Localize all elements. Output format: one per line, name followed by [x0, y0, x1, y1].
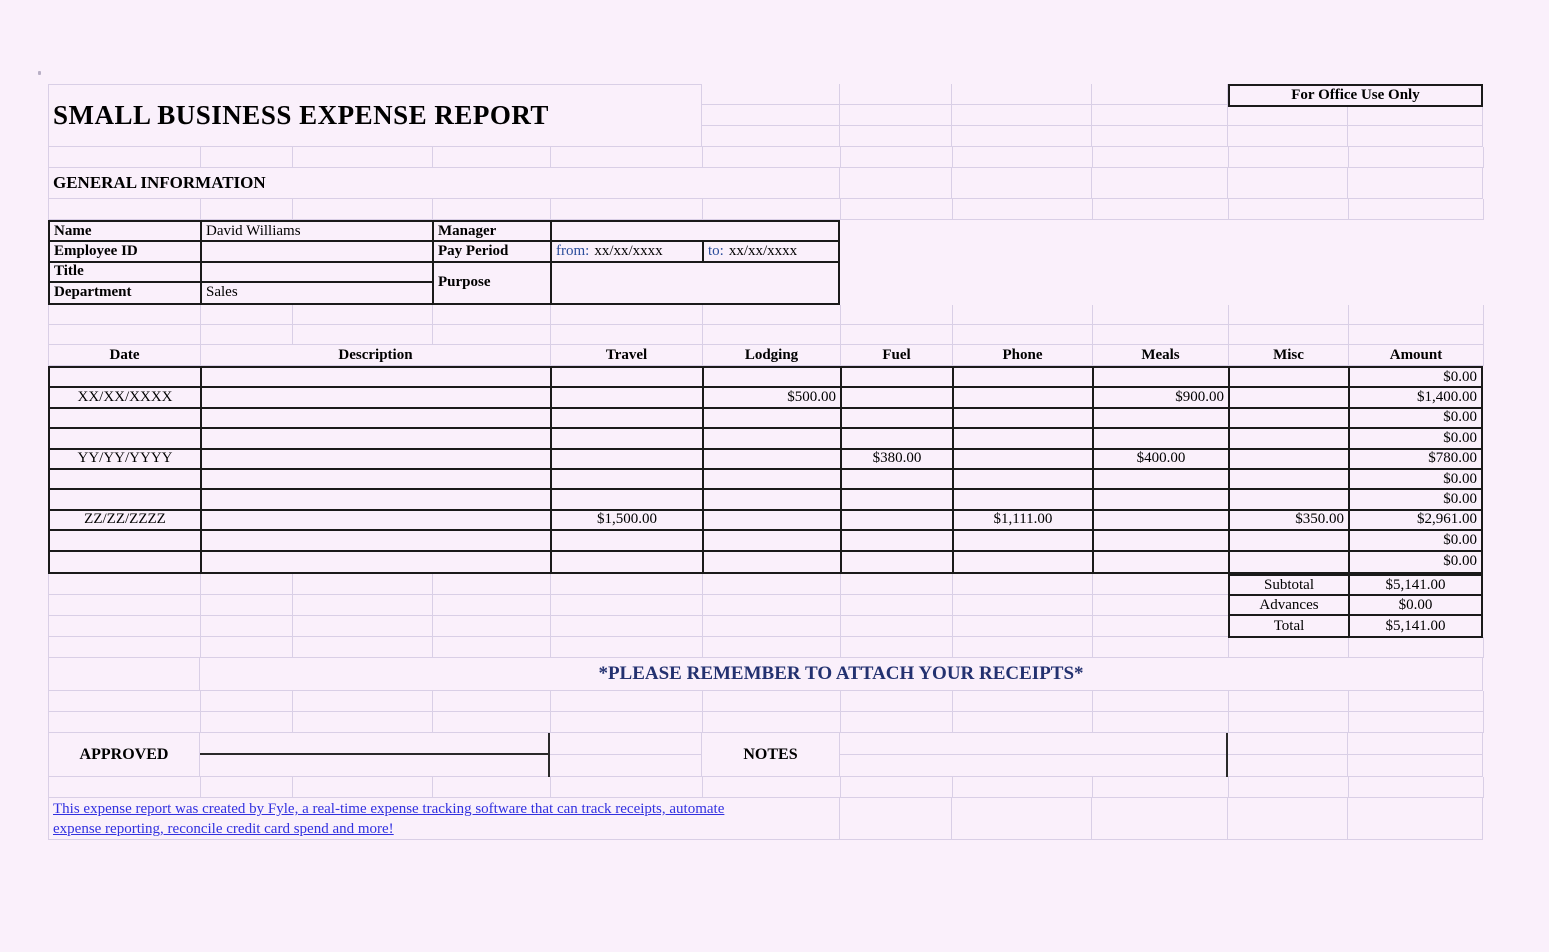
grid-cell [201, 691, 293, 712]
grid-cell [201, 712, 293, 733]
grid-cell [952, 105, 1092, 126]
grid-cell [703, 305, 841, 325]
grid-cell [551, 777, 703, 798]
grid-cell [49, 199, 201, 220]
expense-cell[interactable] [842, 511, 954, 531]
grid-cell [433, 777, 551, 798]
grid-cell [703, 147, 841, 168]
expense-cell[interactable] [1230, 490, 1350, 510]
expense-cell[interactable] [954, 531, 1094, 551]
grid-cell [551, 325, 703, 345]
expense-cell[interactable] [1230, 388, 1350, 408]
grid-cell [1349, 691, 1484, 712]
purpose-value-cell[interactable] [552, 263, 838, 304]
footer-link-line-2: expense reporting, reconcile credit card spend and more! [53, 820, 394, 837]
grid-cell [293, 691, 433, 712]
grid-cell [201, 305, 293, 325]
name-value-cell[interactable]: David Williams [202, 222, 434, 242]
grid-cell [1093, 574, 1229, 595]
employee-id-value-cell[interactable] [202, 242, 434, 262]
expense-cell[interactable] [202, 409, 552, 429]
expense-cell[interactable]: XX/XX/XXXX [50, 388, 202, 408]
grid-cell [841, 147, 953, 168]
expense-cell[interactable] [954, 368, 1094, 388]
expense-cell[interactable] [842, 368, 954, 388]
expense-cell[interactable]: $0.00 [1443, 553, 1477, 570]
grid-cell [1348, 168, 1483, 199]
grid-cell [952, 126, 1092, 147]
page-title: SMALL BUSINESS EXPENSE REPORT [48, 84, 702, 147]
col-header-phone: Phone [953, 345, 1093, 366]
grid-cell [551, 712, 703, 733]
grid-cell [293, 616, 433, 637]
grid-cell [703, 199, 841, 220]
grid-cell [702, 105, 840, 126]
footer-link[interactable] [48, 798, 840, 840]
footer-link-line-1: This expense report was created by Fyle, a real-time expense tracking software that can track receipts, automate [53, 801, 725, 817]
expense-cell[interactable] [954, 490, 1094, 510]
pay-period-to-cell[interactable] [704, 242, 838, 262]
grid-cell [953, 147, 1093, 168]
expense-cell[interactable]: ZZ/ZZ/ZZZZ [50, 511, 202, 531]
expense-cell[interactable] [954, 409, 1094, 429]
grid-cell [841, 199, 953, 220]
grid-cell [293, 147, 433, 168]
expense-cell[interactable] [704, 450, 842, 470]
col-header-description: Description [201, 345, 551, 366]
grid-cell [433, 712, 551, 733]
grid-cell [1228, 798, 1348, 840]
expense-cell[interactable] [202, 552, 552, 572]
grid-cell [841, 305, 953, 325]
grid-cell [551, 574, 703, 595]
total-value[interactable]: $5,141.00 [1385, 617, 1446, 634]
grid-cell [201, 574, 293, 595]
grid-cell [551, 305, 703, 325]
expense-cell[interactable] [1094, 368, 1230, 388]
grid-cell [433, 305, 551, 325]
pay-period-from-prefix: from: [556, 242, 590, 259]
expense-table [48, 366, 1483, 574]
expense-cell[interactable] [50, 409, 202, 429]
grid-cell [293, 199, 433, 220]
expense-cell[interactable] [1230, 450, 1350, 470]
grid-cell [1228, 107, 1348, 126]
grid-cell [433, 574, 551, 595]
grid-cell [1229, 777, 1349, 798]
expense-cell[interactable] [704, 409, 842, 429]
expense-cell[interactable]: $780.00 [1350, 450, 1481, 470]
grid-cell [293, 595, 433, 616]
grid-cell [841, 574, 953, 595]
grid-cell [201, 637, 293, 658]
totals-block [1228, 574, 1483, 638]
expense-cell[interactable]: $500.00 [704, 388, 842, 408]
expense-cell[interactable] [552, 450, 704, 470]
grid-cell [49, 595, 201, 616]
col-header-misc: Misc [1229, 345, 1349, 366]
grid-cell [293, 574, 433, 595]
grid-cell [293, 325, 433, 345]
expense-cell[interactable] [842, 409, 954, 429]
expense-cell[interactable] [202, 511, 552, 531]
expense-cell[interactable]: $380.00 [842, 450, 954, 470]
expense-cell[interactable] [1230, 531, 1350, 551]
grid-cell [1349, 712, 1484, 733]
grid-cell [841, 595, 953, 616]
grid-cell [550, 733, 702, 755]
expense-cell[interactable]: $0.00 [1350, 470, 1481, 490]
pay-period-to-prefix: to: [708, 242, 724, 259]
grid-cell [841, 325, 953, 345]
grid-cell [201, 595, 293, 616]
grid-cell [433, 637, 551, 658]
expense-cell[interactable]: $350.00 [1230, 511, 1350, 531]
expense-header-row [48, 345, 1484, 366]
pay-period-label: Pay Period [434, 242, 552, 262]
grid-cell [1093, 147, 1229, 168]
expense-cell[interactable] [552, 368, 704, 388]
department-value-cell[interactable]: Sales [202, 283, 434, 303]
grid-cell [1229, 637, 1349, 658]
expense-cell[interactable] [50, 429, 202, 449]
expense-cell[interactable]: $2,961.00 [1350, 511, 1481, 531]
expense-cell[interactable] [552, 470, 704, 490]
expense-cell[interactable] [1094, 409, 1230, 429]
grid-cell [840, 84, 952, 105]
grid-cell [201, 777, 293, 798]
expense-cell[interactable] [202, 368, 552, 388]
grid-cell [841, 637, 953, 658]
grid-cell [1229, 305, 1349, 325]
expense-cell[interactable] [954, 470, 1094, 490]
grid-cell [703, 595, 841, 616]
expense-cell[interactable] [1230, 429, 1350, 449]
grid-cell [49, 777, 201, 798]
total-label: Total [1230, 616, 1350, 636]
pay-period-from-value: xx/xx/xxxx [594, 242, 663, 259]
grid-cell [550, 755, 702, 777]
expense-cell[interactable] [1094, 429, 1230, 449]
expense-cell[interactable]: $1,500.00 [552, 511, 704, 531]
expense-cell[interactable] [552, 409, 704, 429]
expense-cell[interactable] [1230, 552, 1350, 572]
grid-cell [1093, 637, 1229, 658]
expense-cell[interactable]: $0.00 [1350, 490, 1481, 510]
grid-cell [201, 325, 293, 345]
grid-cell [1348, 107, 1483, 126]
grid-cell [1229, 147, 1349, 168]
grid-cell [840, 126, 952, 147]
grid-cell [433, 616, 551, 637]
expense-cell[interactable] [704, 429, 842, 449]
expense-cell[interactable]: $1,400.00 [1350, 388, 1481, 408]
grid-cell [201, 147, 293, 168]
expense-cell[interactable]: YY/YY/YYYY [50, 450, 202, 470]
grid-cell [703, 637, 841, 658]
grid-cell [1349, 325, 1484, 345]
col-header-lodging: Lodging [703, 345, 841, 366]
expense-cell[interactable] [202, 450, 552, 470]
expense-cell[interactable] [50, 531, 202, 551]
employee-id-label: Employee ID [50, 242, 202, 262]
advances-label: Advances [1230, 596, 1350, 616]
grid-cell [1349, 199, 1484, 220]
grid-cell [703, 616, 841, 637]
col-header-meals: Meals [1093, 345, 1229, 366]
grid-cell [1093, 305, 1229, 325]
expense-cell[interactable] [202, 388, 552, 408]
grid-cell [953, 305, 1093, 325]
grid-cell [49, 574, 201, 595]
expense-cell[interactable] [1094, 531, 1230, 551]
notes-area[interactable] [840, 755, 1228, 777]
grid-cell [1349, 637, 1484, 658]
expense-cell[interactable] [842, 470, 954, 490]
grid-cell [1092, 798, 1228, 840]
grid-cell [1093, 691, 1229, 712]
grid-cell [1092, 105, 1228, 126]
notes-label: NOTES [702, 733, 840, 777]
grid-cell [551, 147, 703, 168]
grid-cell [703, 777, 841, 798]
advances-value[interactable]: $0.00 [1350, 596, 1481, 616]
expense-cell[interactable]: $0.00 [1350, 429, 1481, 449]
expense-cell[interactable] [202, 470, 552, 490]
grid-cell [1348, 126, 1483, 147]
expense-cell[interactable] [704, 531, 842, 551]
expense-cell[interactable] [1094, 511, 1230, 531]
grid-cell [1092, 126, 1228, 147]
receipts-note: *PLEASE REMEMBER TO ATTACH YOUR RECEIPTS* [200, 658, 1483, 691]
grid-cell [840, 798, 952, 840]
expense-cell[interactable] [552, 388, 704, 408]
general-info-heading: GENERAL INFORMATION [48, 168, 840, 199]
expense-cell[interactable] [1230, 470, 1350, 490]
expense-cell[interactable] [842, 429, 954, 449]
grid-cell [703, 574, 841, 595]
grid-cell [1228, 733, 1348, 755]
col-header-travel: Travel [551, 345, 703, 366]
grid-cell [49, 616, 201, 637]
col-header-fuel: Fuel [841, 345, 953, 366]
grid-cell [1349, 305, 1484, 325]
title-value-cell[interactable] [202, 263, 434, 283]
grid-cell [953, 616, 1093, 637]
expense-cell[interactable] [50, 490, 202, 510]
expense-cell[interactable] [1094, 490, 1230, 510]
grid-cell [952, 168, 1092, 199]
name-label: Name [50, 222, 202, 242]
grid-cell [433, 325, 551, 345]
expense-cell[interactable]: $0.00 [1350, 531, 1481, 551]
grid-cell [1092, 84, 1228, 105]
expense-cell[interactable] [552, 531, 704, 551]
grid-cell [48, 658, 200, 691]
grid-cell [1228, 168, 1348, 199]
grid-cell [49, 305, 201, 325]
manager-value-cell[interactable] [552, 222, 838, 242]
expense-cell[interactable] [954, 429, 1094, 449]
expense-cell[interactable] [50, 368, 202, 388]
grid-cell [702, 84, 840, 105]
expense-cell[interactable]: $400.00 [1094, 450, 1230, 470]
expense-cell[interactable] [50, 552, 202, 572]
expense-cell[interactable] [954, 388, 1094, 408]
grid-cell [49, 712, 201, 733]
grid-cell [953, 199, 1093, 220]
grid-cell [551, 637, 703, 658]
expense-cell[interactable] [842, 490, 954, 510]
department-label: Department [50, 283, 202, 303]
expense-cell[interactable] [1094, 470, 1230, 490]
expense-cell[interactable]: $0.00 [1350, 368, 1481, 388]
grid-cell [433, 595, 551, 616]
general-info-block [48, 220, 840, 305]
grid-cell [49, 147, 201, 168]
grid-cell [1228, 126, 1348, 147]
grid-cell [953, 637, 1093, 658]
grid-cell [1348, 798, 1483, 840]
grid-cell [952, 798, 1092, 840]
grid-cell [953, 691, 1093, 712]
grid-cell [702, 126, 840, 147]
grid-cell [841, 777, 953, 798]
grid-cell [1093, 199, 1229, 220]
expense-cell[interactable] [842, 531, 954, 551]
grid-cell [840, 168, 952, 199]
subtotal-label: Subtotal [1230, 576, 1350, 596]
expense-cell[interactable] [704, 511, 842, 531]
grid-cell [703, 712, 841, 733]
grid-cell [1349, 777, 1484, 798]
expense-cell[interactable] [842, 388, 954, 408]
grid-cell [841, 691, 953, 712]
col-header-amount: Amount [1349, 345, 1484, 366]
expense-cell[interactable] [704, 470, 842, 490]
expense-cell[interactable] [552, 490, 704, 510]
pay-period-to-value: xx/xx/xxxx [728, 242, 798, 259]
grid-cell [201, 616, 293, 637]
grid-cell [1349, 147, 1484, 168]
grid-cell [293, 305, 433, 325]
grid-cell [1093, 595, 1229, 616]
grid-cell [953, 595, 1093, 616]
grid-cell [953, 574, 1093, 595]
grid-cell [1093, 777, 1229, 798]
grid-cell [1348, 755, 1483, 777]
grid-cell [200, 755, 550, 777]
expense-cell[interactable]: $1,111.00 [954, 511, 1094, 531]
expense-cell[interactable] [1094, 552, 1230, 572]
purpose-label: Purpose [434, 263, 552, 304]
grid-cell [293, 712, 433, 733]
grid-cell [551, 595, 703, 616]
grid-cell [1229, 199, 1349, 220]
expense-cell[interactable] [552, 552, 704, 572]
grid-cell [703, 691, 841, 712]
grid-cell [953, 712, 1093, 733]
approved-label: APPROVED [48, 733, 200, 777]
grid-cell [433, 199, 551, 220]
expense-cell[interactable]: $900.00 [1094, 388, 1230, 408]
grid-cell [840, 105, 952, 126]
grid-cell [293, 777, 433, 798]
pay-period-from-cell[interactable] [552, 242, 704, 262]
grid-cell [201, 199, 293, 220]
expense-cell[interactable] [202, 490, 552, 510]
expense-cell[interactable] [954, 450, 1094, 470]
subtotal-value[interactable]: $5,141.00 [1350, 576, 1481, 596]
grid-cell [49, 637, 201, 658]
grid-cell [1229, 712, 1349, 733]
grid-cell [433, 691, 551, 712]
notes-area[interactable] [840, 733, 1228, 755]
grid-cell [841, 616, 953, 637]
grid-cell [1093, 712, 1229, 733]
expense-cell[interactable] [552, 429, 704, 449]
grid-cell [293, 637, 433, 658]
expense-cell[interactable] [704, 552, 842, 572]
manager-label: Manager [434, 222, 552, 242]
grid-cell [551, 691, 703, 712]
grid-cell [551, 199, 703, 220]
grid-cell [953, 325, 1093, 345]
expense-cell[interactable]: $0.00 [1350, 409, 1481, 429]
grid-cell [433, 147, 551, 168]
grid-cell [952, 84, 1092, 105]
expense-cell[interactable] [704, 368, 842, 388]
grid-cell [1228, 755, 1348, 777]
expense-cell[interactable] [50, 470, 202, 490]
grid-cell [49, 691, 201, 712]
signature-line[interactable] [200, 733, 550, 755]
office-use-box [1228, 84, 1483, 107]
expense-cell[interactable] [704, 490, 842, 510]
expense-cell[interactable] [1230, 409, 1350, 429]
grid-cell [49, 325, 201, 345]
grid-cell [1229, 325, 1349, 345]
grid-cell [551, 616, 703, 637]
screen-artifact [38, 71, 41, 75]
grid-cell [1093, 325, 1229, 345]
grid-cell [841, 712, 953, 733]
grid-cell [1229, 691, 1349, 712]
grid-cell [1093, 616, 1229, 637]
col-header-date: Date [49, 345, 201, 366]
grid-cell [1092, 168, 1228, 199]
title-label: Title [50, 263, 202, 283]
expense-cell[interactable] [202, 429, 552, 449]
expense-cell[interactable] [1230, 368, 1350, 388]
expense-cell[interactable] [954, 552, 1094, 572]
grid-cell [703, 325, 841, 345]
expense-cell[interactable] [202, 531, 552, 551]
grid-cell [1348, 733, 1483, 755]
office-use-header: For Office Use Only [1291, 87, 1420, 103]
expense-cell[interactable] [842, 552, 954, 572]
grid-cell [953, 777, 1093, 798]
